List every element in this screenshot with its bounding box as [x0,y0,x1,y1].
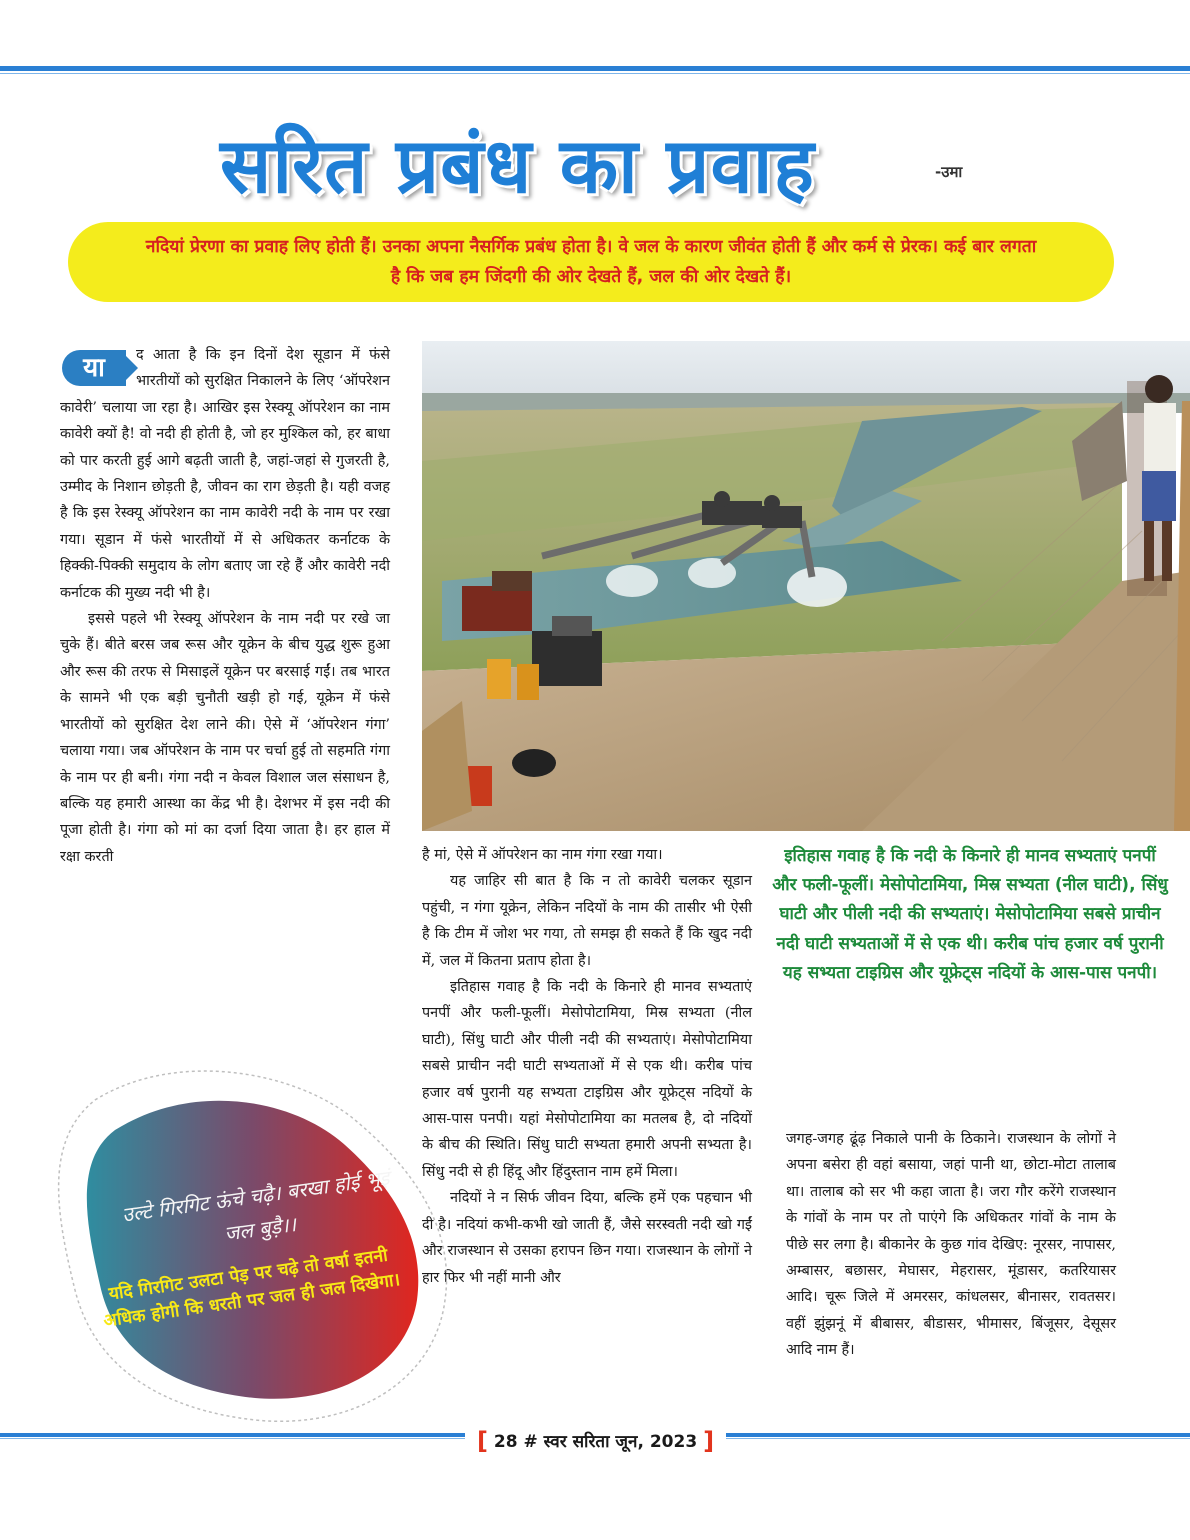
top-rule-thin [0,73,1190,74]
intro-banner [68,222,1114,302]
paragraph: इतिहास गवाह है कि नदी के किनारे ही मानव सभ्यताएं पनपीं और फली-फूलीं। मेसोपोटामिया, मिस्र सभ्यता (नील घाटी), सिंधु घाटी और पीली नदी की सभ्यताएं। मेसोपोटामिया सबसे प्राचीन नदी घाटी सभ्यताओं में से एक थी। करीब पांच हजार वर्ष पुरानी यह सभ्यता टाइग्रिस और यूफ्रेट्स नदियों के आस-पास पनपी। यहां मेसोपोटामिया का मतलब है, दो नदियों के बीच की स्थिति। सिंधु घाटी सभ्यता हमारी अपनी सभ्यता है। सिंधु नदी से ही हिंदू और हिंदुस्तान नाम हमें मिला। [422,979,752,1180]
proverb-dialect: उल्टे गिरगिट ऊंचे चढ़ै। बरखा होई भूइं जल बुड़ै।। [120,1165,391,1246]
footer-bracket-left: [ [477,1427,488,1455]
article-author: -उमा [935,163,963,181]
photo-canal-pumps-icon [422,341,1190,831]
pull-quote: इतिहास गवाह है कि नदी के किनारे ही मानव सभ्यताएं पनपीं और फली-फूलीं। मेसोपोटामिया, मिस्र सभ्यता (नील घाटी), सिंधु घाटी और पीली नदी की सभ्यताएं। मेसोपोटामिया सबसे प्राचीन नदी घाटी सभ्यताओं में से एक थी। करीब पांच हजार वर्ष पुरानी यह सभ्यता टाइग्रिस और यूफ्रेट्स नदियों के आस-पास पनपी। [772,846,1168,983]
paragraph: यह जाहिर सी बात है कि न तो कावेरी चलकर सूडान पहुंची, न गंगा यूक्रेन, लेकिन नदियों के नाम की तासीर भी ऐसी है कि टीम में जोश भर गया, तो समझ ही सकते हैं कि खुद नदी में, जल में कितना प्रताप होता है। [422,873,752,969]
top-rule [0,66,1190,71]
paragraph: नदियों ने न सिर्फ जीवन दिया, बल्कि हमें एक पहचान भी दी है। नदियां कभी-कभी खो जाती हैं, जैसे सरस्वती नदी खो गईं और राजस्थान से उसका हरापन छिन गया। राजस्थान के लोगों ने हार फिर भी नहीं मानी और [422,1190,752,1286]
proverb-meaning: यदि गिरगिट उलटा पेड़ पर चढ़े तो वर्षा इतनी अधिक होगी कि धरती पर जल ही जल दिखेगा। [102,1245,402,1332]
footer-bracket-right: ] [703,1427,715,1455]
intro-text: नदियां प्रेरणा का प्रवाह लिए होती हैं। उनका अपना नैसर्गिक प्रबंध होता है। वे जल के कारण जीवंत होती हैं और कर्म से प्रेरक। कई बार लगता है कि जब हम जिंदगी की ओर देखते हैं, जल की ओर देखते हैं। [145,237,1037,287]
column-left [60,342,390,870]
column-right [786,1126,1116,1364]
column-middle [422,842,752,1291]
paragraph: द आता है कि इन दिनों देश सूडान में फंसे भारतीयों को सुरक्षित निकालने के लिए ‘ऑपरेशन कावेरी’ चलाया जा रहा है। आखिर इस रेस्क्यू ऑपरेशन का नाम कावेरी क्यों है! वो नदी ही होती है, जो हर मुश्किल को, हर बाधा को पार करती हुई आगे बढ़ती जाती है, जहां-जहां से गुजरती है, उम्मीद के निशान छोड़ती है, जीवन का राग छेड़ती है। यही वजह है कि इस रेस्क्यू ऑपरेशन का नाम कावेरी नदी के नाम पर रखा गया। सूडान में फंसे भारतीयों में से अधिकतर कर्नाटक के हिक्की-पिक्की समुदाय के लोग बताए जा रहे हैं और कावेरी नदी कर्नाटक की मुख्य नदी भी है। [60,347,390,601]
paragraph: है मां, ऐसे में ऑपरेशन का नाम गंगा रखा गया। [422,847,663,863]
canal-photo [422,341,1190,831]
paragraph: इससे पहले भी रेस्क्यू ऑपरेशन के नाम नदी पर रखे जा चुके हैं। बीते बरस जब रूस और यूक्रेन के बीच युद्ध शुरू हुआ और रूस की तरफ से मिसाइलें यूक्रेन पर बरसाई गईं। तब भारत के सामने भी एक बड़ी चुनौती खड़ी हो गई, यूक्रेन में फंसे भारतीयों को सुरक्षित देश लाने की। ऐसे में ‘ऑपरेशन गंगा’ चलाया गया। जब ऑपरेशन के नाम पर चर्चा हुई तो सहमति गंगा के नाम पर ही बनी। गंगा नदी न केवल विशाल जल संसाधन है, बल्कि यह हमारी आस्था का केंद्र भी है। देशभर में इस नदी की पूजा होती है। गंगा को मां का दर्जा दिया जाता है। हर हाल में रक्षा करती [60,611,390,865]
footer-text: 28 # स्वर सरिता जून, 2023 [493,1432,698,1452]
page-footer [465,1424,726,1458]
article-title: सरित प्रबंध का प्रवाह [220,121,815,210]
dropcap: या [62,350,126,386]
paragraph: जगह-जगह ढूंढ़ निकाले पानी के ठिकाने। राजस्थान के लोगों ने अपना बसेरा ही वहां बसाया, जहां पानी था, छोटा-मोटा तालाब था। तालाब को सर भी कहा जाता है। जरा गौर करेंगे राजस्थान के गांवों के नाम पर तो पाएंगे कि अधिकतर गांवों के नाम के पीछे सर लगा है। बीकानेर के कुछ गांव देखिए: नूरसर, नापासर, अम्बासर, बछासर, मेघासर, मेहरासर, मूंडासर, कतरियासर आदि। चूरू जिले में अमरसर, कांधलसर, बीनासर, रावतसर। वहीं झुंझनूं में बीबासर, बीडासर, भीमासर, बिंजूसर, देसूसर आदि नाम हैं। [786,1131,1116,1359]
